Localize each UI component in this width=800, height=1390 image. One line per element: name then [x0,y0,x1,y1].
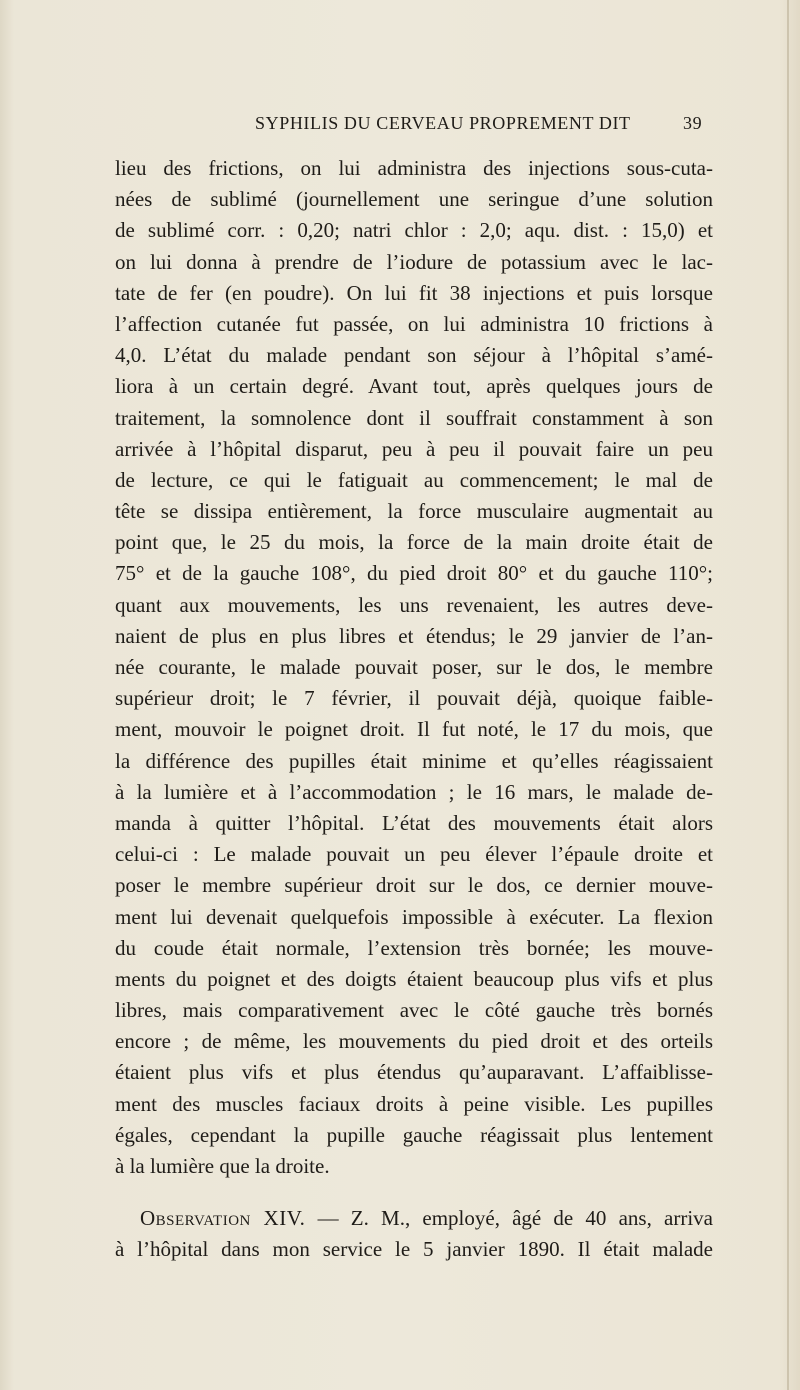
text-line: la différence des pupilles était minime et qu’elles réagissaient [115,748,713,773]
text-line: l’affection cutanée fut passée, on lui administra 10 frictions à [115,311,713,336]
text-line: ment lui devenait quelquefois impossible à exécuter. La flexion [115,904,713,929]
text-line: à la lumière que la droite. [115,1154,330,1178]
text-line: tête se dissipa entièrement, la force musculaire augmentait au [115,499,713,524]
text-line: 75° et de la gauche 108°, du pied droit 80° et du gauche 110°; [115,561,713,586]
text-line: ment des muscles faciaux droits à peine visible. Les pupilles [115,1091,713,1116]
text-line: point que, le 25 du mois, la force de la main droite était de [115,530,713,555]
text-line: de lecture, ce qui le fatiguait au commencement; le mal de [115,467,713,492]
text-line: du coude était normale, l’extension très bornée; les mouve- [115,935,713,960]
text-line: libres, mais comparativement avec le côté gauche très bornés [115,998,713,1023]
paragraph [115,153,713,1182]
paragraph-observation [115,1203,713,1265]
text-line: nées de sublimé (journellement une seringue d’une solution [115,187,713,212]
text-line: poser le membre supérieur droit sur le dos, ce dernier mouve- [115,873,713,898]
text-line: née courante, le malade pouvait poser, sur le dos, le membre [115,655,713,679]
text-line: 4,0. L’état du malade pendant son séjour à l’hôpital s’amé- [115,343,713,368]
text-line: de sublimé corr. : 0,20; natri chlor : 2,0; aqu. dist. : 15,0) et [115,218,713,243]
observation-intro: — Z. M., employé, âgé de 40 ans, arriva [305,1206,713,1231]
observation-label: Observation XIV. [140,1206,306,1231]
text-line: à la lumière et à l’accommodation ; le 16 mars, le malade de- [115,779,713,804]
page-number: 39 [683,113,703,133]
text-line: supérieur droit; le 7 février, il pouvait déjà, quoique faible- [115,686,713,711]
text-line [115,1203,713,1234]
paragraph-spacer [115,1182,713,1203]
text-line: étaient plus vifs et plus étendus qu’auparavant. L’affaiblisse- [115,1060,713,1085]
text-line: lieu des frictions, on lui administra des injections sous-cuta- [115,156,713,180]
text-line: traitement, la somnolence dont il souffrait constamment à son [115,405,713,430]
running-title: SYPHILIS DU CERVEAU PROPREMENT DIT [255,113,631,133]
body-text [115,153,713,1266]
text-line: celui-ci : Le malade pouvait un peu élever l’épaule droite et [115,842,713,867]
text-line: arrivée à l’hôpital disparut, peu à peu il pouvait faire un peu [115,436,713,461]
text-line: quant aux mouvements, les uns revenaient, les autres deve- [115,592,713,617]
text-line: encore ; de même, les mouvements du pied droit et des orteils [115,1029,713,1054]
text-line: égales, cependant la pupille gauche réagissait plus lentement [115,1122,713,1147]
text-line: ment, mouvoir le poignet droit. Il fut noté, le 17 du mois, que [115,717,713,742]
text-line: ments du poignet et des doigts étaient beaucoup plus vifs et plus [115,966,713,991]
text-line: on lui donna à prendre de l’iodure de potassium avec le lac- [115,249,713,274]
text-line: naient de plus en plus libres et étendus; le 29 janvier de l’an- [115,623,713,648]
text-line: manda à quitter l’hôpital. L’état des mouvements était alors [115,810,713,835]
text-line: liora à un certain degré. Avant tout, après quelques jours de [115,374,713,399]
text-line: à l’hôpital dans mon service le 5 janvier 1890. Il était malade [115,1237,713,1262]
page-edge [787,0,789,1390]
text-line: tate de fer (en poudre). On lui fit 38 injections et puis lorsque [115,280,713,305]
